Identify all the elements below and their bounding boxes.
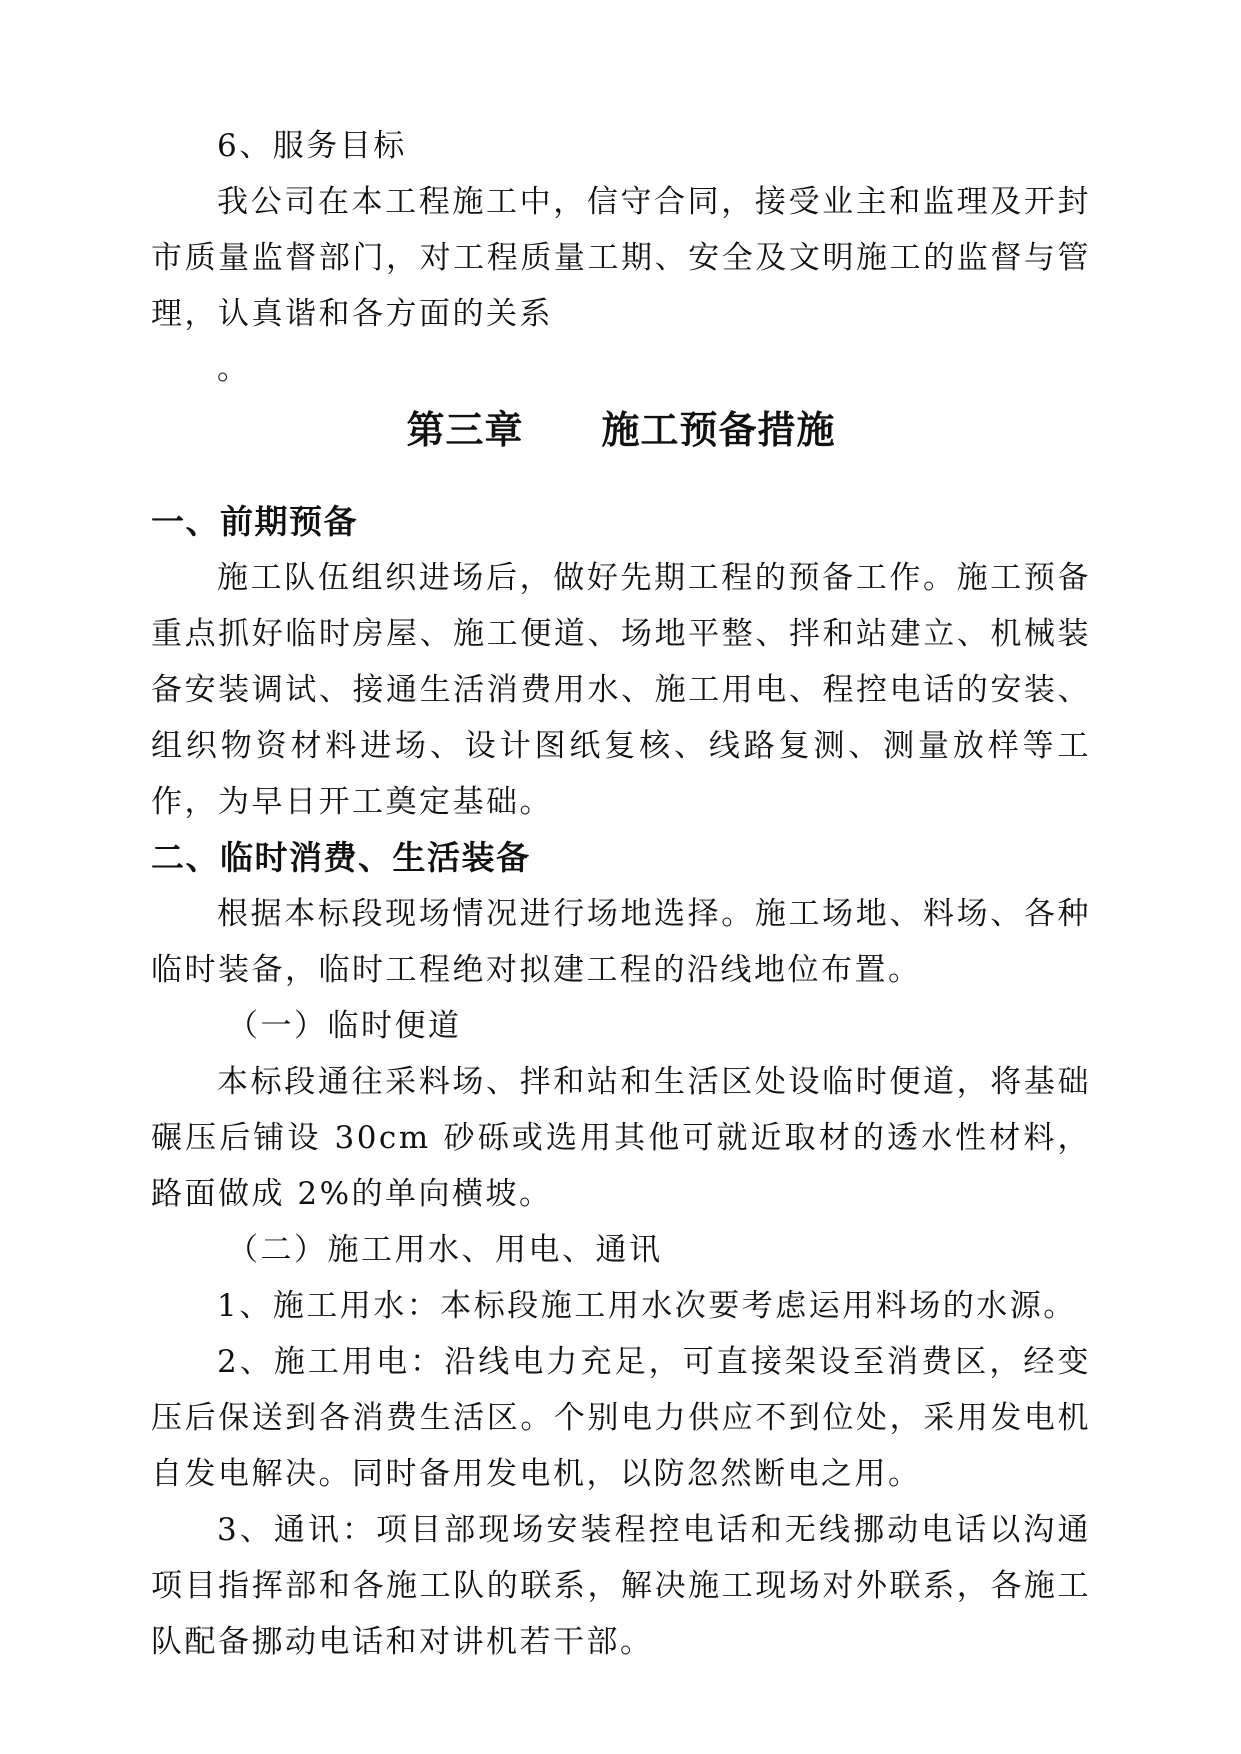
service-heading: 6、服务目标 [217, 128, 407, 164]
section-body-1: 施工队伍组织进场后，做好先期工程的预备工作。施工预备重点抓好临时房屋、施工便道、场地平整、拌和站建立、机械装备安装调试、接通生活消费用水、施工用电、程控电话的安装、组织物资材料进场、设计图纸复核、线路复测、测量放样等工作，为早日开工奠定基础。 [151, 560, 1091, 820]
list-item-electricity: 2、施工用电：沿线电力充足，可直接架设至消费区，经变压后保送到各消费生活区。个别电力供应不到位处，采用发电机自发电解决。同时备用发电机，以防忽然断电之用。 [151, 1344, 1091, 1492]
list-item-water: 1、施工用水：本标段施工用水次要考虑运用料场的水源。 [217, 1288, 1077, 1324]
section-heading-2: 二、临时消费、生活装备 [151, 838, 531, 877]
document-page [151, 118, 1091, 1670]
section-heading-1: 一、前期预备 [151, 502, 358, 541]
stray-period: 。 [217, 351, 248, 387]
subsection-heading-2: （二）施工用水、用电、通讯 [227, 1232, 663, 1268]
service-body: 我公司在本工程施工中，信守合同，接受业主和监理及开封市质量监督部门，对工程质量工期、安全及文明施工的监督与管理，认真谐和各方面的关系 [151, 184, 1091, 332]
list-item-communication: 3、通讯：项目部现场安装程控电话和无线挪动电话以沟通项目指挥部和各施工队的联系，解决施工现场对外联系，各施工队配备挪动电话和对讲机若干部。 [151, 1512, 1091, 1660]
subsection-body-1: 本标段通往采料场、拌和站和生活区处设临时便道，将基础碾压后铺设 30cm 砂砾或选用其他可就近取材的透水性材料，路面做成 2%的单向横坡。 [151, 1064, 1091, 1212]
chapter-name: 施工预备措施 [601, 407, 836, 452]
section-body-2: 根据本标段现场情况进行场地选择。施工场地、料场、各种临时装备，临时工程绝对拟建工程的沿线地位布置。 [151, 896, 1091, 988]
chapter-number: 第三章 [406, 407, 524, 452]
chapter-title [151, 400, 1091, 460]
subsection-heading-1: （一）临时便道 [227, 1008, 462, 1044]
